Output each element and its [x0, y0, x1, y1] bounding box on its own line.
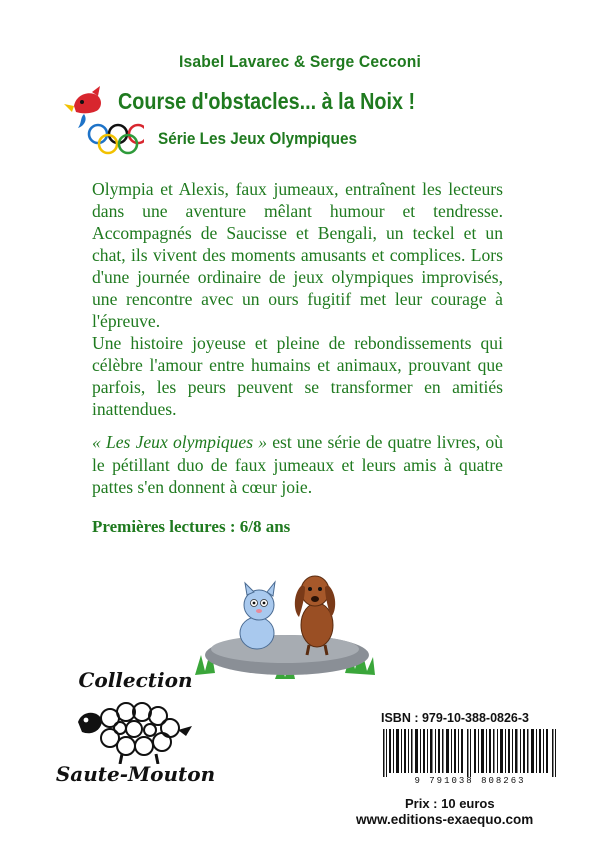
book-title: Course d'obstacles... à la Noix !: [118, 88, 416, 114]
isbn: ISBN : 979-10-388-0826-3: [381, 711, 529, 725]
series-name: « Les Jeux olympiques »: [92, 432, 268, 452]
collection-label: Collection: [78, 668, 193, 692]
blurb: [92, 178, 503, 420]
authors: Isabel Lavarec & Serge Cecconi: [179, 52, 421, 71]
barcode: [381, 729, 559, 777]
series-title: Série Les Jeux Olympiques: [158, 129, 357, 148]
series-note-text: est une série de quatre livres, où le pétillant duo de faux jumeaux et leurs amis à quatre pattes s'en donnent à cœur joie.: [92, 432, 503, 497]
series-note: [92, 431, 503, 499]
blurb-paragraph: Olympia et Alexis, faux jumeaux, entraînent les lecteurs dans une aventure mêlant humour et tendresse. Accompagnés de Saucisse et Bengali, un teckel et un chat, ils vivent des moments amusants et complices. Lors d'une journée ordinaire de jeux olympiques improvisés, une rencontre avec un ours fugitif met leur courage à l'épreuve.: [92, 179, 503, 331]
publisher-website: www.editions-exaequo.com: [356, 812, 534, 827]
blurb-paragraph: Une histoire joyeuse et pleine de rebondissements qui célèbre l'amour entre humains et animaux, prouvant que parfois, les peurs peuvent se transformer en amitiés inattendues.: [92, 333, 503, 419]
barcode-digits: 9 791038 808263: [414, 776, 526, 786]
collection-logo: [48, 660, 223, 805]
price: Prix : 10 euros: [405, 796, 495, 811]
reading-age: Premières lectures : 6/8 ans: [92, 517, 291, 536]
sheep-icon: [70, 696, 200, 764]
collection-name: Saute-Mouton: [55, 762, 216, 786]
